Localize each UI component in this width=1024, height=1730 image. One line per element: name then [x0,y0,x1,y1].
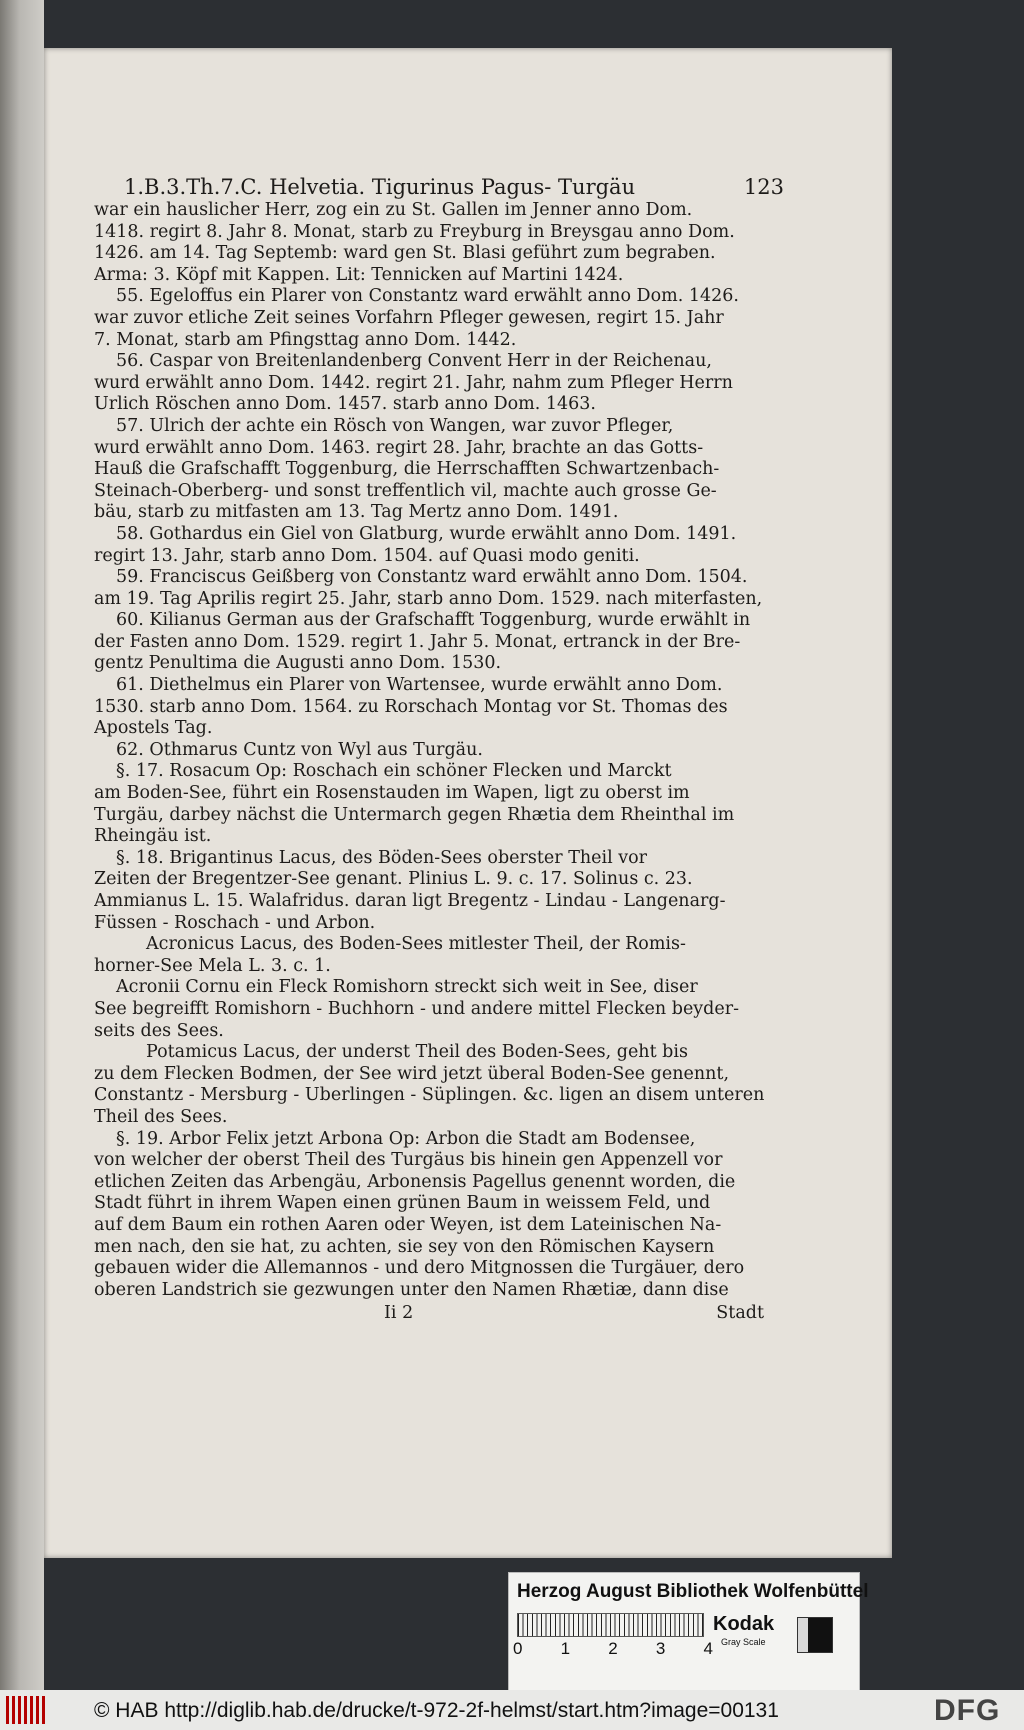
text-line: Steinach-Oberberg- und sonst treffentlich vil, machte auch grosse Ge- [94,480,717,501]
text-line: Acronii Cornu ein Fleck Romishorn streckt sich weit in See, diser [116,977,698,998]
text-line: oberen Landstrich sie gezwungen unter den Namen Rhætiæ, dann dise [94,1279,729,1300]
text-line: Ammianus L. 15. Walafridus. daran ligt Bregentz - Lindau - Langenarg- [94,891,726,911]
text-line: §. 18. Brigantinus Lacus, des Böden-Sees oberster Theil vor [116,847,648,868]
text-line: 60. Kilianus German aus der Grafschafft Toggenburg, wurde erwählt in [116,610,751,631]
text-line: auf dem Baum ein rothen Aaren oder Weyen, ist dem Lateinischen Na- [94,1214,722,1235]
text-line: See begreifft Romishorn - Buchhorn - und andere mittel Flecken beyder- [94,998,740,1019]
text-line: 61. Diethelmus ein Plarer von Wartensee, wurde erwählt anno Dom. [116,675,723,696]
text-line: war zuvor etliche Zeit seines Vorfahrn Pfleger gewesen, regirt 15. Jahr [94,307,724,328]
text-line: Hauß die Grafschafft Toggenburg, die Herrschafften Schwartzenbach- [94,459,720,480]
text-line: Constantz - Mersburg - Uberlingen - Süplingen. &c. ligen an disem unteren [94,1085,765,1106]
text-line: gentz Penultima die Augusti anno Dom. 1530. [94,653,502,674]
ruler-number: 4 [703,1639,713,1658]
text-line: etlichen Zeiten das Arbengäu, Arbonensis Pagellus genennt worden, die [94,1171,736,1192]
text-line: 1426. am 14. Tag Septemb: ward gen St. Blasi geführt zum begraben. [94,243,716,264]
text-line: Theil des Sees. [94,1106,228,1127]
page-text [94,174,784,1325]
text-line: wurd erwählt anno Dom. 1463. regirt 28. Jahr, brachte an das Gotts- [94,437,704,458]
text-line: seits des Sees. [94,1020,224,1041]
text-line: 59. Franciscus Geißberg von Constantz ward erwählt anno Dom. 1504. [116,567,748,588]
text-line: 56. Caspar von Breitenlandenberg Convent Herr in der Reichenau, [116,351,712,372]
hab-logo-icon [6,1696,46,1724]
ruler-number: 2 [608,1639,618,1658]
text-line: Acronicus Lacus, des Boden-Sees mitlester Theil, der Romis- [146,934,686,955]
text-line: §. 17. Rosacum Op: Roschach ein schöner Flecken und Marckt [116,761,672,782]
text-line: 57. Ulrich der achte ein Rösch von Wangen, war zuvor Pfleger, [116,415,674,436]
text-lines [94,200,784,1301]
signature-mark: Ii 2 [384,1303,414,1324]
text-line: Zeiten der Bregentzer-See genant. Plinius L. 9. c. 17. Solinus c. 23. [94,869,693,890]
text-line: Arma: 3. Köpf mit Kappen. Lit: Tennicken auf Martini 1424. [94,264,624,285]
kodak-label: Kodak [713,1613,775,1635]
text-line: am 19. Tag Aprilis regirt 25. Jahr, starb anno Dom. 1529. nach miterfasten, [94,588,763,609]
viewer-footer-bar [0,1690,1024,1730]
catchword: Stadt [716,1303,764,1324]
text-line: wurd erwählt anno Dom. 1442. regirt 21. Jahr, nahm zum Pfleger Herrn [94,372,733,393]
dfg-logo: DFG [934,1694,1001,1727]
text-line: gebauen wider die Allemannos - und dero Mitgnossen die Turgäuer, dero [94,1258,745,1279]
text-line: 7. Monat, starb am Pfingsttag anno Dom. 1442. [94,329,517,350]
ruler-number: 3 [655,1639,666,1658]
text-line: Füssen - Roschach - und Arbon. [94,912,376,933]
ruler-number: 1 [560,1639,571,1658]
text-line: Rheingäu ist. [94,826,212,847]
text-line: §. 19. Arbor Felix jetzt Arbona Op: Arbon die Stadt am Bodensee, [116,1128,696,1149]
source-url[interactable]: © HAB http://diglib.hab.de/drucke/t-972-2f-helmst/start.htm?image=00131 [94,1699,779,1722]
text-line: Turgäu, darbey nächst die Untermarch gegen Rhætia dem Rheinthal im [94,804,735,825]
text-line: Stadt führt in ihrem Wapen einen grünen Baum in weissem Feld, und [94,1193,711,1214]
text-line: zu dem Flecken Bodmen, der See wird jetzt überal Boden-See genennt, [94,1063,730,1084]
text-line: am Boden-See, führt ein Rosenstauden im Wapen, ligt zu oberst im [94,783,690,804]
grayscale-label: Gray Scale [721,1637,766,1647]
text-line: Apostels Tag. [94,718,213,739]
text-line: Potamicus Lacus, der underst Theil des Boden-Sees, geht bis [146,1042,688,1063]
text-line: men nach, den sie hat, zu achten, sie sey von den Römischen Kaysern [94,1236,715,1257]
facing-page-edge [0,0,44,1690]
library-name: Herzog August Bibliothek Wolfenbüttel [517,1581,869,1602]
book-page [44,48,892,1558]
page-footer [94,1303,784,1325]
text-line: 1530. starb anno Dom. 1564. zu Rorschach Montag vor St. Thomas des [94,696,728,717]
text-line: von welcher der oberst Theil des Turgäus bis hinein gen Appenzell vor [94,1150,723,1171]
ruler-numbers [513,1639,713,1659]
gray-patch [797,1617,833,1653]
scale-ruler [517,1613,704,1637]
text-line: bäu, starb zu mitfasten am 13. Tag Mertz anno Dom. 1491. [94,502,619,523]
text-line: 58. Gothardus ein Giel von Glatburg, wurde erwählt anno Dom. 1491. [116,523,737,544]
text-line: 62. Othmarus Cuntz von Wyl aus Turgäu. [116,739,483,760]
ruler-number: 0 [513,1639,523,1658]
text-line: 55. Egeloffus ein Plarer von Constantz ward erwählt anno Dom. 1426. [116,286,739,307]
text-line: regirt 13. Jahr, starb anno Dom. 1504. auf Quasi modo geniti. [94,545,640,566]
text-line: 1418. regirt 8. Jahr 8. Monat, starb zu Freyburg in Breysgau anno Dom. [94,221,735,242]
text-line: horner-See Mela L. 3. c. 1. [94,955,331,976]
running-head-title: 1.B.3.Th.7.C. Helvetia. Tigurinus Pagus- Turgäu [124,175,636,199]
color-calibration-card [508,1572,869,1704]
page-number: 123 [743,175,784,199]
text-line: Urlich Röschen anno Dom. 1457. starb anno Dom. 1463. [94,394,596,415]
running-head [124,174,784,200]
text-line: der Fasten anno Dom. 1529. regirt 1. Jahr 5. Monat, ertranck in der Bre- [94,631,741,652]
text-line: war ein hauslicher Herr, zog ein zu St. Gallen im Jenner anno Dom. [94,200,693,220]
